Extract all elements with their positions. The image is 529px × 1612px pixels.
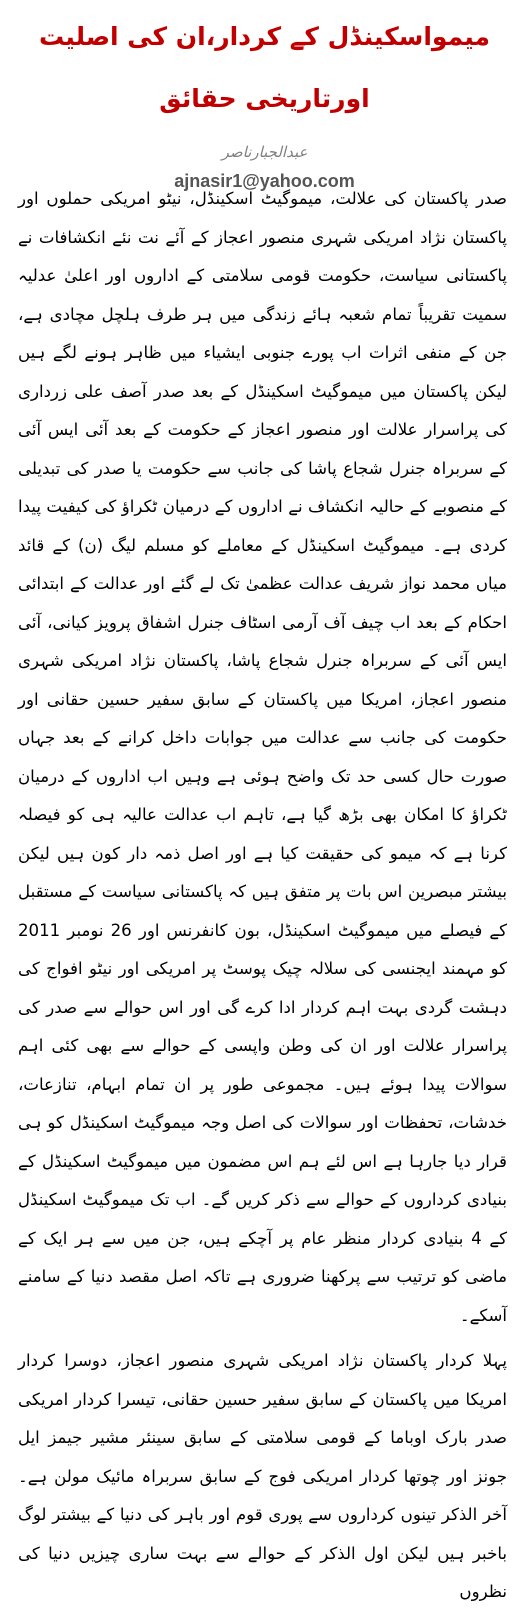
paragraph-1: صدر پاکستان کی علالت، میموگیٹ اسکینڈل، نیٹو امریکی حملوں اور پاکستان نژاد امریکی شہری منصور اعجاز کے آئے نت نئے انکشافات نے پاکستانی سیاست، حکومت قومی سلامتی کے اداروں اور اعلیٰ عدلیہ سمیت تقریباً تمام شعبہ ہائے زندگی میں ہر طرف ہلچل مچادی ہے، جن کے منفی اثرات اب پورے جنوبی ایشیاء میں ظاہر ہونے لگے ہیں لیکن پاکستان میں میموگیٹ اسکینڈل کے بعد صدر آصف علی زرداری کی پراسرار علالت اور منصور اعجاز کے حکومت کے بعد آئی ایس آئی کے سربراہ جنرل شجاع پاشا کی جانب سے حکومت یا صدر کی تبدیلی کے منصوبے کے حالیہ انکشاف نے اداروں کے درمیان ٹکراؤ کی کیفیت پیدا کردی ہے۔ میموگیٹ اسکینڈل کے معاملے کو مسلم لیگ (ن) کے قائد میاں محمد نواز شریف عدالت عظمیٰ تک لے گئے اور عدالت کے ابتدائی احکام کے بعد اب چیف آف آرمی اسٹاف جنرل اشفاق پرویز کیانی، آئی ایس آئی کے سربراہ جنرل شجاع پاشا، پاکستان نژاد امریکی شہری منصور اعجاز، امریکا میں پاکستان کے سابق سفیر حسین حقانی اور حکومت کی جانب سے عدالت میں جوابات داخل کرانے کے بعد جہاں صورت حال کسی حد تک واضح ہوئی ہے وہیں اب اداروں کے درمیان ٹکراؤ کا امکان بھی بڑھ گیا ہے، تاہم اب عدالت عالیہ ہی کو فیصلہ کرنا ہے کہ میمو کی حقیقت کیا ہے اور اصل ذمہ دار کون ہیں لیکن بیشتر مبصرین اس بات پر متفق ہیں کہ پاکستانی سیاست کے مستقبل کے فیصلے میں میموگیٹ اسکینڈل، بون کانفرنس اور 26 نومبر 2011 کو مہمند ایجنسی کی سلالہ چیک پوسٹ پر امریکی اور نیٹو افواج کی دہشت گردی بہت اہم کردار ادا کرے گی اور اس حوالے سے صدر کی پراسرار علالت اور ان کی وطن واپسی کے حوالے سے بھی کئی اہم سوالات پیدا ہوئے ہیں۔ مجموعی طور پر ان تمام ابہام، تنازعات، خدشات، تحفظات اور سوالات کی اصل وجہ میموگیٹ اسکینڈل کو ہی قرار دیا جارہا ہے اس لئے ہم اس مضمون میں میموگیٹ اسکینڈل کے بنیادی کرداروں کے حوالے سے ذکر کریں گے۔ اب تک میموگیٹ اسکینڈل کے 4 بنیادی کردار منظر عام پر آچکے ہیں، جن میں سے ہر ایک کے ماضی کو ترتیب سے پرکھنا ضروری ہے تاکہ اصل مقصد دنیا کے سامنے آسکے۔ [18, 189, 507, 1325]
author-name: عبدالجبارناصر [221, 143, 308, 161]
paragraph-2: پہلا کردار پاکستان نژاد امریکی شہری منصور اعجاز، دوسرا کردار امریکا میں پاکستان کے سابق سفیر حسین حقانی، تیسرا کردار امریکی صدر بارک اوباما کے قومی سلامتی کے سابق سینئر مشیر جیمز ایل جونز اور چوتھا کردار امریکی فوج کے سابق سربراہ مائیک مولن ہے۔ آخر الذکر تینوں کرداروں سے پوری قوم اور باہر کی دنیا کے بیشتر لوگ باخبر ہیں لیکن اول الذکر کے حوالے سے بہت ساری چیزیں دنیا کی نظروں [18, 1351, 507, 1601]
author-email[interactable]: ajnasir1@yahoo.com [174, 171, 355, 191]
article-title: میمواسکینڈل کے کردار،ان کی اصلیت اورتاریخی حقائق [38, 22, 491, 113]
article-body [18, 180, 507, 1612]
